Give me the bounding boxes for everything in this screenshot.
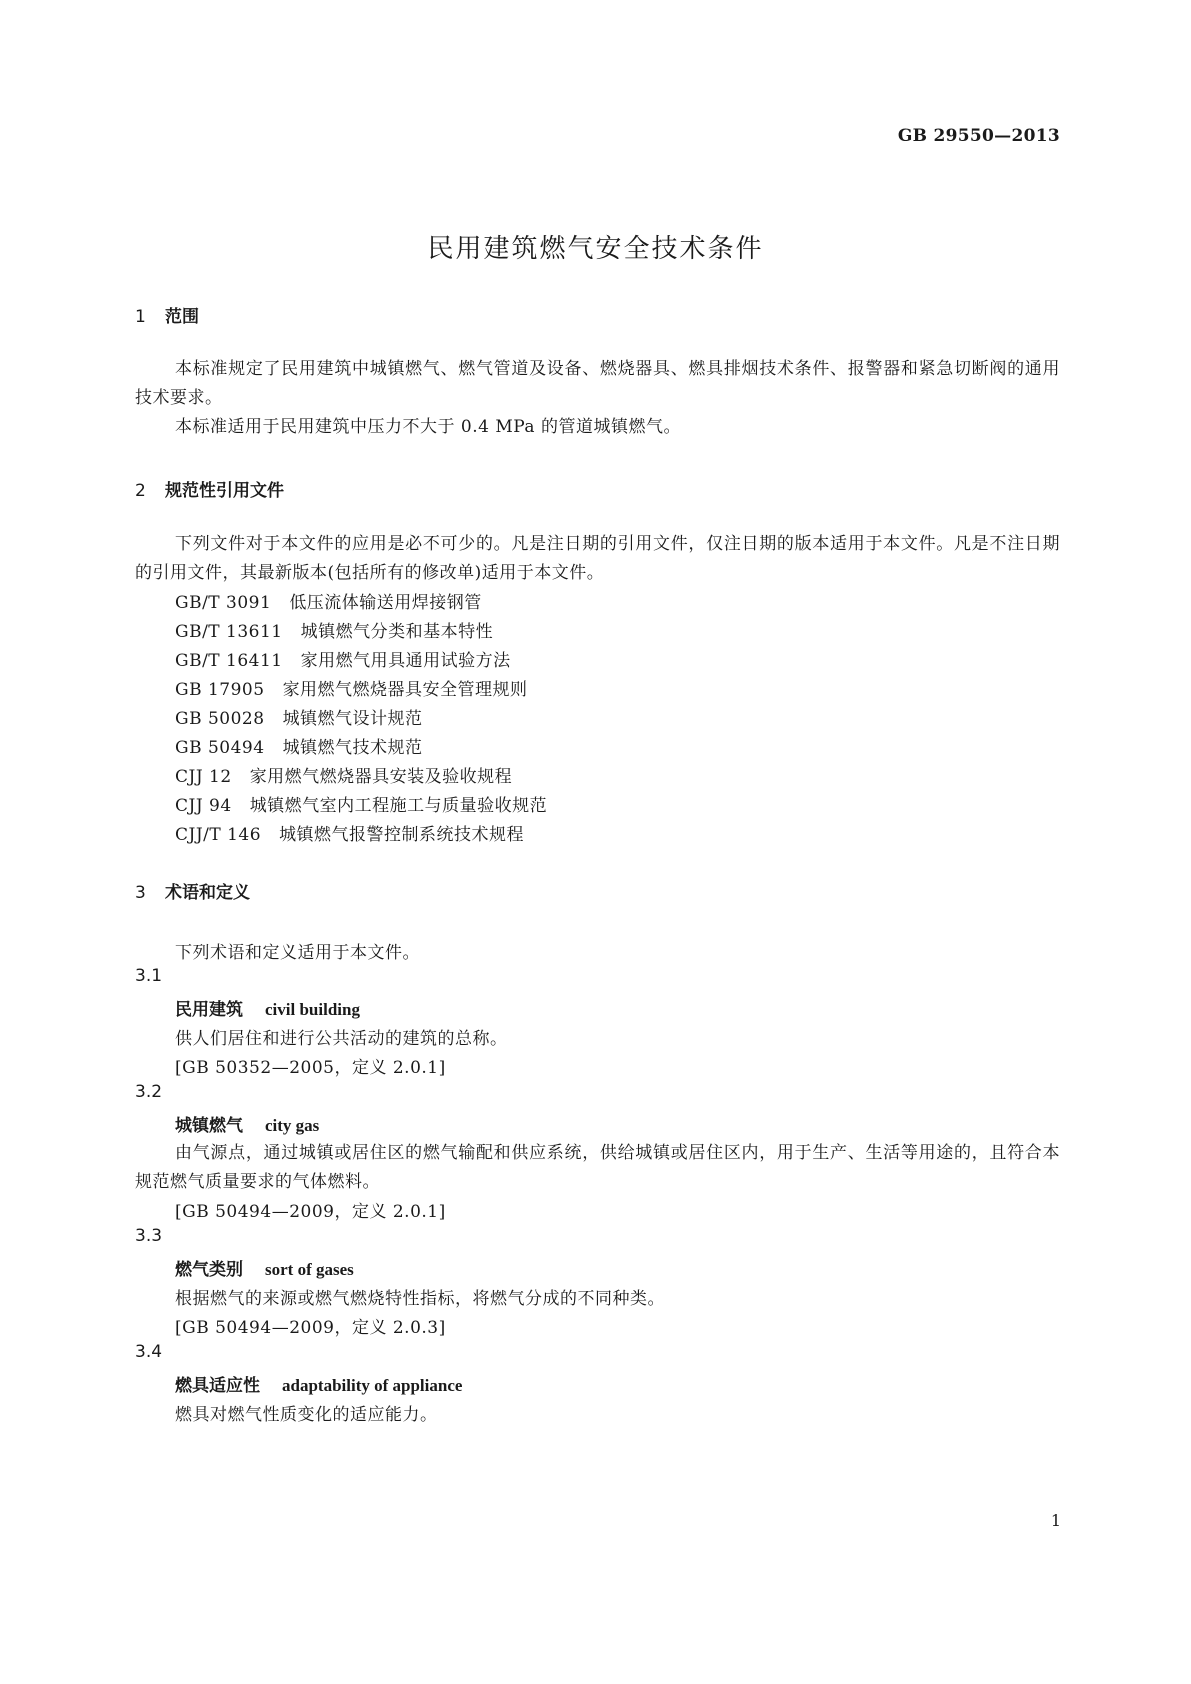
term-zh: 燃气类别 [175, 1260, 243, 1280]
document-title: 民用建筑燃气安全技术条件 [427, 234, 764, 264]
reference-name: 城镇燃气分类和基本特性 [300, 622, 494, 642]
section-number: 3 [135, 883, 146, 903]
term-heading [175, 1371, 462, 1396]
reference-code: GB/T 16411 [175, 651, 283, 671]
term-en: sort of gases [265, 1260, 354, 1279]
standard-number: GB 29550—2013 [897, 126, 1060, 146]
reference-code: CJJ 94 [175, 796, 232, 816]
section-title: 范围 [165, 307, 199, 327]
section-heading-scope [135, 302, 199, 327]
term-heading [175, 1255, 354, 1280]
terms-intro: 下列术语和定义适用于本文件。 [175, 943, 420, 963]
reference-item [175, 820, 524, 845]
term-number: 3.2 [135, 1082, 163, 1102]
reference-code: CJJ 12 [175, 767, 232, 787]
term-source: [GB 50494—2009，定义 2.0.1] [175, 1202, 446, 1222]
reference-code: GB 17905 [175, 680, 265, 700]
reference-name: 家用燃气燃烧器具安全管理规则 [282, 680, 528, 700]
reference-name: 家用燃气用具通用试验方法 [300, 651, 511, 671]
reference-name: 城镇燃气技术规范 [282, 738, 423, 758]
term-en: city gas [265, 1116, 320, 1135]
reference-item [175, 617, 493, 642]
term-heading [175, 1111, 319, 1136]
term-zh: 民用建筑 [175, 1000, 243, 1020]
reference-item [175, 675, 528, 700]
reference-item [175, 588, 482, 613]
term-definition: 根据燃气的来源或燃气燃烧特性指标，将燃气分成的不同种类。 [175, 1289, 665, 1309]
references-intro: 下列文件对于本文件的应用是必不可少的。凡是注日期的引用文件，仅注日期的版本适用于本文件。凡是不注日期的引用文件，其最新版本(包括所有的修改单)适用于本文件。 [135, 534, 1060, 583]
reference-name: 低压流体输送用焊接钢管 [289, 593, 482, 613]
reference-name: 城镇燃气室内工程施工与质量验收规范 [249, 796, 548, 816]
term-number: 3.3 [135, 1226, 163, 1246]
reference-code: CJJ/T 146 [175, 825, 262, 845]
term-en: adaptability of appliance [282, 1376, 463, 1395]
scope-paragraph-1: 本标准规定了民用建筑中城镇燃气、燃气管道及设备、燃烧器具、燃具排烟技术条件、报警器和紧急切断阀的通用技术要求。 [135, 359, 1060, 408]
reference-item [175, 791, 547, 816]
reference-code: GB 50494 [175, 738, 265, 758]
reference-code: GB 50028 [175, 709, 265, 729]
section-heading-normative-references [135, 476, 284, 501]
section-title: 规范性引用文件 [165, 481, 284, 501]
reference-code: GB/T 13611 [175, 622, 283, 642]
page-number: 1 [1050, 1511, 1061, 1530]
reference-code: GB/T 3091 [175, 593, 272, 613]
term-definition: 由气源点，通过城镇或居住区的燃气输配和供应系统，供给城镇或居住区内，用于生产、生活等用途的，且符合本规范燃气质量要求的气体燃料。 [135, 1143, 1060, 1192]
term-source: [GB 50494—2009，定义 2.0.3] [175, 1318, 446, 1338]
term-zh: 燃具适应性 [175, 1376, 260, 1396]
term-heading [175, 995, 360, 1020]
section-number: 2 [135, 481, 146, 501]
reference-name: 城镇燃气设计规范 [282, 709, 423, 729]
reference-name: 家用燃气燃烧器具安装及验收规程 [249, 767, 513, 787]
term-en: civil building [265, 1000, 360, 1019]
term-number: 3.1 [135, 966, 163, 986]
scope-paragraph-2: 本标准适用于民用建筑中压力不大于 0.4 MPa 的管道城镇燃气。 [175, 417, 681, 437]
term-zh: 城镇燃气 [175, 1116, 243, 1136]
section-title: 术语和定义 [165, 883, 250, 903]
reference-item [175, 733, 423, 758]
term-definition: 供人们居住和进行公共活动的建筑的总称。 [175, 1029, 508, 1049]
term-number: 3.4 [135, 1342, 163, 1362]
section-heading-terms-definitions [135, 878, 250, 903]
reference-name: 城镇燃气报警控制系统技术规程 [279, 825, 525, 845]
reference-item [175, 646, 511, 671]
reference-item [175, 762, 512, 787]
term-definition: 燃具对燃气性质变化的适应能力。 [175, 1405, 438, 1425]
section-number: 1 [135, 307, 146, 327]
reference-item [175, 704, 423, 729]
term-source: [GB 50352—2005，定义 2.0.1] [175, 1058, 446, 1078]
